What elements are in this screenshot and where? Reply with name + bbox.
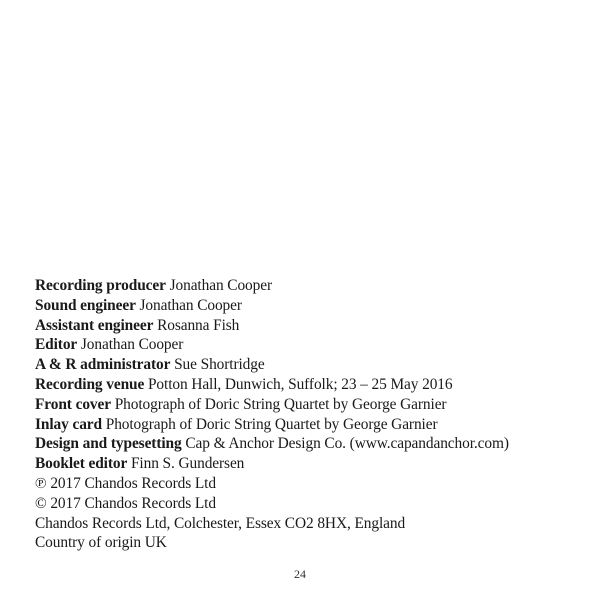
credit-ar-administrator xyxy=(35,355,575,375)
credit-value: Photograph of Doric String Quartet by George Garnier xyxy=(114,395,447,413)
credit-label: Design and typesetting xyxy=(35,435,182,453)
credits-block xyxy=(35,276,575,553)
address-line: Chandos Records Ltd, Colchester, Essex CO2 8HX, England xyxy=(35,514,406,532)
credit-value: Photograph of Doric String Quartet by George Garnier xyxy=(105,415,438,433)
credit-label: Recording producer xyxy=(35,277,166,294)
credit-assistant-engineer xyxy=(35,316,575,336)
credit-editor xyxy=(35,335,575,355)
page-number: 24 xyxy=(294,567,306,581)
credit-value: Jonathan Cooper xyxy=(169,277,272,294)
credit-design-typesetting xyxy=(35,434,575,454)
phonogram-notice: ℗ 2017 Chandos Records Ltd xyxy=(35,474,216,492)
credit-label: A & R administrator xyxy=(35,356,171,374)
credit-booklet-editor xyxy=(35,454,575,474)
copyright-notice: © 2017 Chandos Records Ltd xyxy=(35,494,216,512)
credit-label: Front cover xyxy=(35,395,111,413)
credit-value: Rosanna Fish xyxy=(157,316,240,334)
credit-recording-venue xyxy=(35,375,575,395)
credit-value: Finn S. Gundersen xyxy=(130,455,245,473)
credit-value: Jonathan Cooper xyxy=(139,296,242,314)
credit-value: Sue Shortridge xyxy=(174,356,265,374)
credit-label: Sound engineer xyxy=(35,296,136,314)
credit-label: Booklet editor xyxy=(35,455,128,473)
credit-value: Jonathan Cooper xyxy=(80,336,184,354)
credit-label: Recording venue xyxy=(35,375,145,393)
credit-label: Editor xyxy=(35,336,78,354)
credit-sound-engineer xyxy=(35,296,575,316)
credit-value: Potton Hall, Dunwich, Suffolk; 23 – 25 May 2016 xyxy=(147,375,453,393)
credit-front-cover xyxy=(35,395,575,415)
country-of-origin: Country of origin UK xyxy=(35,534,167,552)
credit-label: Inlay card xyxy=(35,415,102,433)
credit-value: Cap & Anchor Design Co. (www.capandanchor.com) xyxy=(185,435,509,453)
credit-recording-producer xyxy=(35,276,575,296)
credit-inlay-card xyxy=(35,415,575,435)
credit-label: Assistant engineer xyxy=(35,316,154,334)
